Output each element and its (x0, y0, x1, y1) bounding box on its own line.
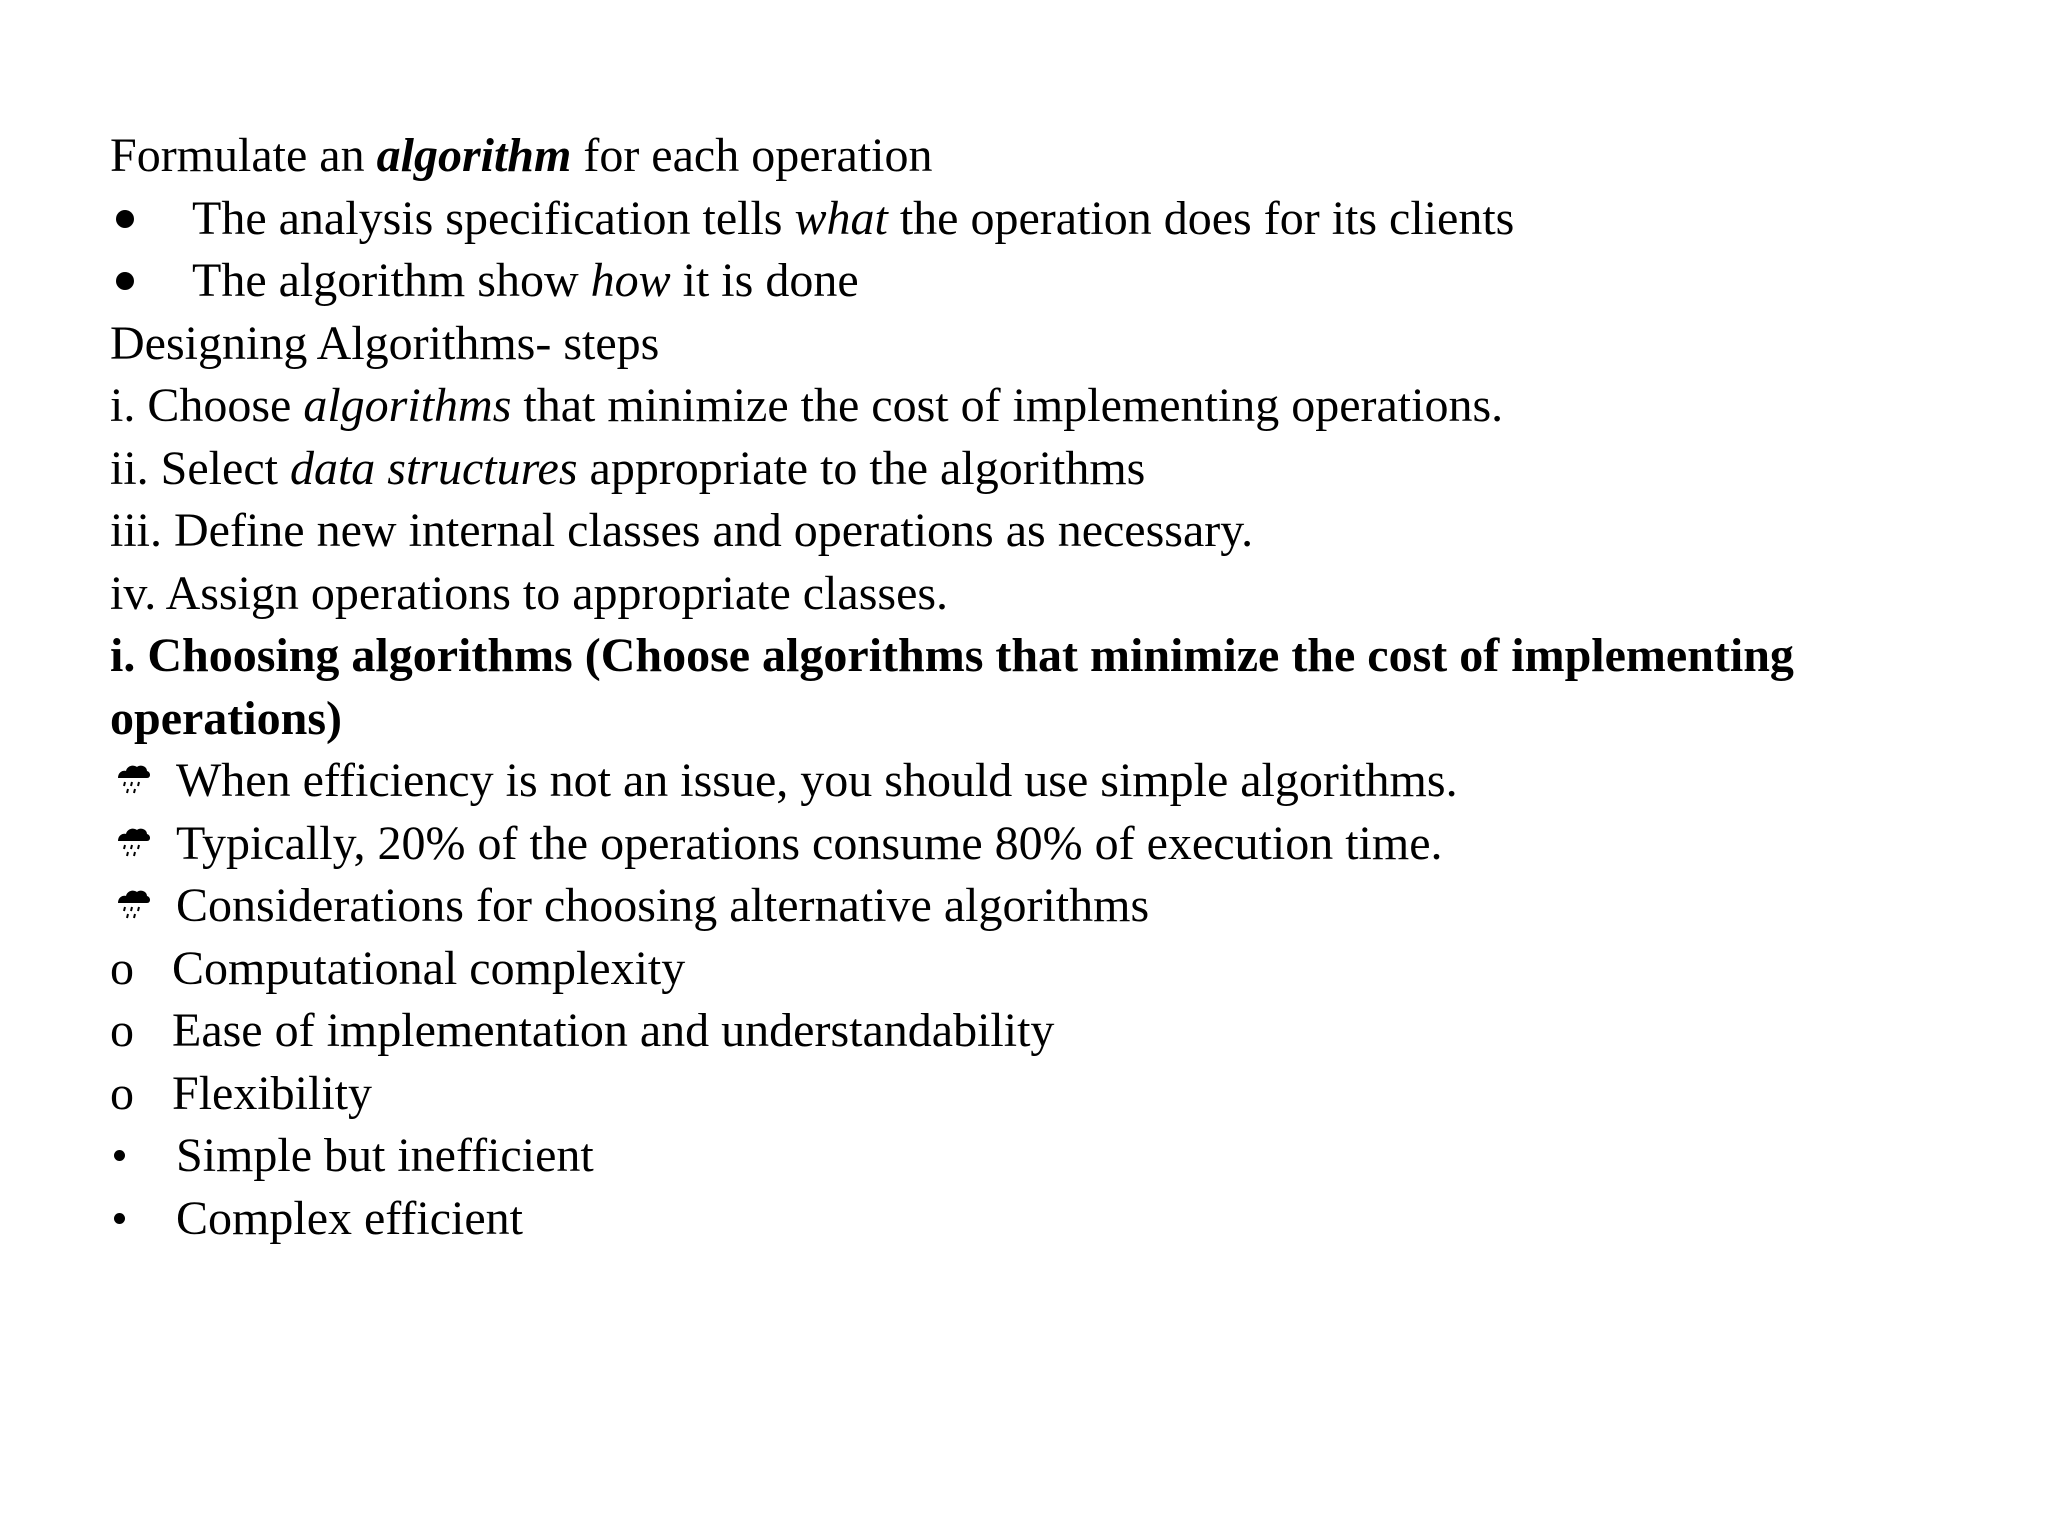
step-text-end: that minimize the cost of implementing operations. (511, 379, 1504, 432)
intro-emphasis: algorithm (376, 129, 572, 182)
sub-bullet-complexity (110, 938, 1970, 1001)
step-emphasis: algorithms (303, 379, 512, 432)
cloud-bullet-pareto (110, 813, 1970, 876)
step-3: iii. Define new internal classes and operations as necessary. (110, 504, 1254, 557)
step-text-start: i. Choose (110, 379, 304, 432)
sub-bullet-ease (110, 1000, 1970, 1063)
step-text-end: appropriate to the algorithms (577, 441, 1146, 495)
bullet-text-start: The algorithm show (192, 254, 591, 307)
hollow-o-bullet-icon: o (110, 1004, 134, 1057)
intro-line (110, 125, 1970, 188)
bullet-algorithm-how (110, 250, 1970, 313)
sub-bullet-text: Computational complexity (172, 941, 686, 995)
rain-cloud-icon (114, 887, 152, 921)
step-text-start: ii. Select (110, 441, 290, 495)
bullet-text-end: the operation does for its clients (887, 191, 1515, 245)
small-bullet-simple (110, 1125, 1970, 1188)
filled-circle-bullet-icon (110, 250, 192, 313)
sub-bullet-flexibility (110, 1063, 1970, 1126)
cloud-bullet-efficiency (110, 750, 1970, 813)
cloud-bullet-text: When efficiency is not an issue, you should use simple algorithms. (176, 754, 1458, 807)
step-1 (110, 375, 1970, 438)
hollow-o-bullet-icon: o (110, 1066, 134, 1120)
small-bullet-text: Complex efficient (176, 1191, 524, 1245)
steps-heading: Designing Algorithms- steps (110, 316, 660, 370)
intro-text-end: for each operation (571, 129, 933, 182)
small-dot-bullet-icon (110, 1125, 176, 1188)
rain-cloud-bullet-icon (110, 813, 176, 875)
bullet-emphasis: what (794, 191, 888, 245)
small-bullet-text: Simple but inefficient (176, 1129, 594, 1182)
cloud-bullet-considerations (110, 875, 1970, 938)
rain-cloud-bullet-icon (110, 875, 176, 937)
filled-circle-bullet-icon (110, 188, 192, 251)
rain-cloud-bullet-icon (110, 750, 176, 812)
sub-bullet-text: Flexibility (172, 1066, 373, 1120)
hollow-o-bullet-icon: o (110, 941, 134, 995)
rain-cloud-icon (114, 762, 152, 796)
section-heading-choosing-algorithms: i. Choosing algorithms (Choose algorithms that minimize the cost of implementing operations) (110, 629, 1794, 745)
slide-content (110, 125, 1970, 1250)
rain-cloud-icon (114, 825, 152, 859)
bullet-analysis-spec (110, 188, 1970, 251)
sub-bullet-text: Ease of implementation and understandability (172, 1004, 1055, 1057)
cloud-bullet-text: Typically, 20% of the operations consume 80% of execution time. (176, 816, 1443, 870)
step-2 (110, 438, 1970, 501)
step-4: iv. Assign operations to appropriate classes. (110, 566, 949, 620)
cloud-bullet-text: Considerations for choosing alternative algorithms (176, 879, 1150, 932)
intro-text-start: Formulate an (110, 129, 377, 182)
step-emphasis: data structures (289, 441, 578, 495)
bullet-emphasis: how (590, 254, 671, 307)
small-dot-bullet-icon (110, 1188, 176, 1251)
bullet-text-end: it is done (670, 254, 859, 307)
bullet-text-start: The analysis specification tells (192, 191, 795, 245)
small-bullet-complex (110, 1188, 1970, 1251)
